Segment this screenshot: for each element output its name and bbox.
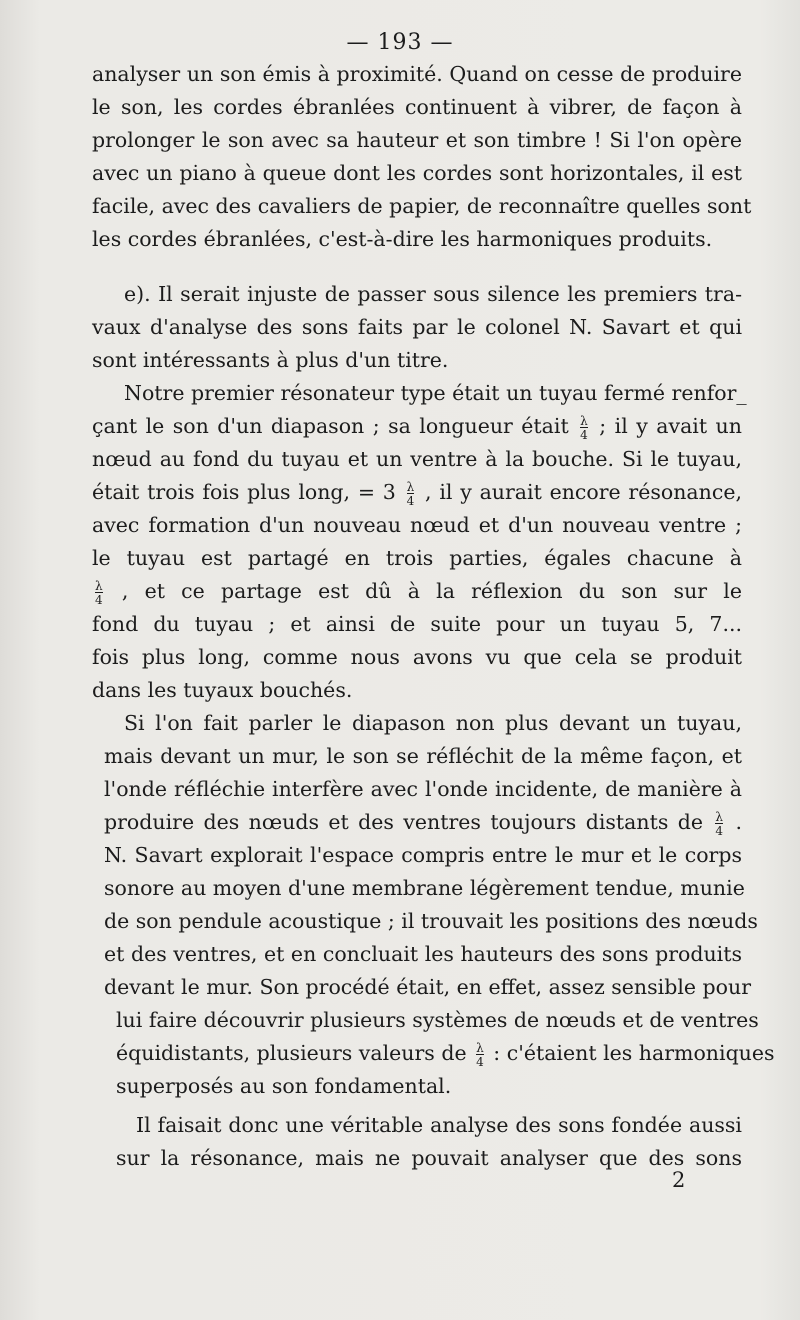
text-line: Notre premier résonateur type était un tuyau fermé renfor_ <box>124 381 747 405</box>
lambda-over-4-fraction: $\frac{\lambda}{4}$ <box>580 413 588 442</box>
text-line: le son, les cordes ébranlées continuent à vibrer, de façon à <box>92 95 742 119</box>
text-segment: . <box>735 810 742 834</box>
text-line: le tuyau est partagé en trois parties, égales chacune à <box>92 546 742 570</box>
text-line <box>92 410 742 443</box>
lambda-over-4-fraction: $\frac{\lambda}{4}$ <box>95 578 103 607</box>
text-line: fond du tuyau ; et ainsi de suite pour un tuyau 5, 7... <box>92 612 742 636</box>
text-line <box>92 575 742 608</box>
page-body <box>92 58 775 1175</box>
text-line: superposés au son fondamental. <box>116 1074 452 1098</box>
text-line: et des ventres, et en concluait les hauteurs des sons produits <box>104 942 742 966</box>
text-segment: , il y aurait encore résonance, <box>425 480 742 504</box>
text-line: prolonger le son avec sa hauteur et son timbre ! Si l'on opère <box>92 128 742 152</box>
text-line: N. Savart explorait l'espace compris entre le mur et le corps <box>104 843 742 867</box>
text-segment: ; il y avait un <box>599 414 742 438</box>
text-line: fois plus long, comme nous avons vu que cela se produit <box>92 645 742 669</box>
text-line: nœud au fond du tuyau et un ventre à la bouche. Si le tuyau, <box>92 447 742 471</box>
text-line <box>104 806 742 839</box>
text-segment: était trois fois plus long, = 3 <box>92 480 396 504</box>
lambda-over-4-fraction: $\frac{\lambda}{4}$ <box>406 479 415 508</box>
text-line: Si l'on fait parler le diapason non plus devant un tuyau, <box>124 711 742 735</box>
text-line: Il faisait donc une véritable analyse des sons fondée aussi <box>136 1113 742 1137</box>
text-line: e). Il serait injuste de passer sous silence les premiers tra- <box>124 282 742 306</box>
text-line: dans les tuyaux bouchés. <box>92 678 353 702</box>
lambda-over-4-fraction: $\frac{\lambda}{4}$ <box>715 809 724 838</box>
lambda-over-4-fraction: $\frac{\lambda}{4}$ <box>476 1040 484 1069</box>
text-line <box>116 1037 775 1070</box>
text-line: sonore au moyen d'une membrane légèrement tendue, munie <box>104 876 745 900</box>
text-segment: , et ce partage est dû à la réflexion du son sur le <box>121 579 742 603</box>
text-segment: produire des nœuds et des ventres toujours distants de <box>104 810 703 834</box>
text-line: sur la résonance, mais ne pouvait analyser que des sons <box>116 1146 742 1170</box>
text-line: devant le mur. Son procédé était, en effet, assez sensible pour <box>104 975 752 999</box>
text-line: sont intéressants à plus d'un titre. <box>92 348 449 372</box>
text-line: les cordes ébranlées, c'est-à-dire les harmoniques produits. <box>92 227 713 251</box>
text-line: lui faire découvrir plusieurs systèmes de nœuds et de ventres <box>116 1008 759 1032</box>
text-segment: çant le son d'un diapason ; sa longueur était <box>92 414 569 438</box>
text-line: facile, avec des cavaliers de papier, de reconnaître quelles sont <box>92 194 752 218</box>
text-line: avec formation d'un nouveau nœud et d'un nouveau ventre ; <box>92 513 742 537</box>
text-line: de son pendule acoustique ; il trouvait les positions des nœuds <box>104 909 758 933</box>
text-segment: équidistants, plusieurs valeurs de <box>116 1041 467 1065</box>
text-line: l'onde réfléchie interfère avec l'onde incidente, de manière à <box>104 777 742 801</box>
page-number: — 193 — <box>346 30 454 55</box>
text-line: vaux d'analyse des sons faits par le colonel N. Savart et qui <box>92 315 742 339</box>
signature-mark: 2 <box>672 1168 686 1192</box>
text-segment: : c'étaient les harmoniques <box>493 1041 775 1065</box>
text-line: analyser un son émis à proximité. Quand on cesse de produire <box>92 62 742 86</box>
text-line <box>92 476 742 509</box>
text-line: mais devant un mur, le son se réfléchit de la même façon, et <box>104 744 742 768</box>
text-line: avec un piano à queue dont les cordes sont horizontales, il est <box>92 161 742 185</box>
